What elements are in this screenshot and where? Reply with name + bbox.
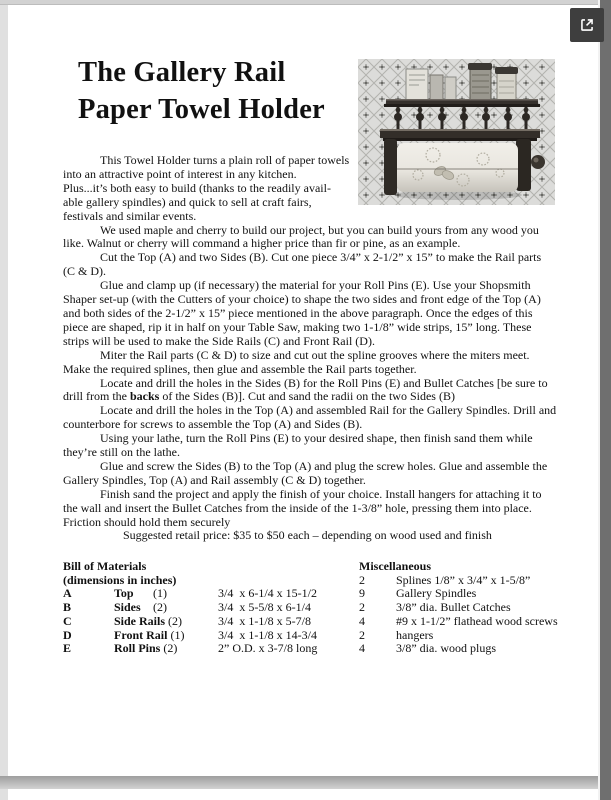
next-page-top <box>8 789 598 800</box>
body-line: Gallery Spindles, Top (A) and Rail assembly (C & D) together. <box>63 472 366 487</box>
open-in-new-icon <box>578 16 596 34</box>
body-line: Shaper set-up (with the Cutters of your choice) to shape the two sides and front edge of the Top (A) <box>63 292 541 307</box>
bom-heading: Bill of Materials <box>63 559 147 573</box>
body-line: into an attractive point of interest in any kitchen. <box>63 166 297 181</box>
bom-row: B Sides (2) 3/4 x 5-5/8 x 6-1/4 <box>63 600 311 615</box>
open-external-button[interactable] <box>570 8 604 42</box>
body-line: Glue and screw the Sides (B) to the Top (A) and plug the screw holes. Glue and assemble the <box>100 458 548 473</box>
misc-row: 9 Gallery Spindles <box>359 586 477 601</box>
body-line: drill from the backs of the Sides (B)]. Cut and sand the radii on the two Sides (B) <box>63 389 455 404</box>
misc-row: 4 #9 x 1-1/2” flathead wood screws <box>359 613 558 628</box>
body-line: Make the required splines, then glue and assemble the Rail parts together. <box>63 361 417 376</box>
body-line: Suggested retail price: $35 to $50 each – depending on wood used and finish <box>123 528 492 543</box>
body-line: Locate and drill the holes in the Sides (B) for the Roll Pins (E) and Bullet Catches [be sure to <box>100 375 548 390</box>
body-line: Locate and drill the holes in the Top (A) and assembled Rail for the Gallery Spindles. Drill and <box>100 403 557 418</box>
misc-rows <box>359 574 558 656</box>
viewer-left-margin <box>0 0 8 800</box>
viewer-top-bar <box>0 0 611 5</box>
misc-heading: Miscellaneous <box>359 559 431 573</box>
body-line: Plus...it’s both easy to build (thanks to the readily avail- <box>63 180 331 195</box>
miscellaneous-list <box>359 560 558 656</box>
bom-row: E Roll Pins (2) 2” O.D. x 3-7/8 long <box>63 641 318 656</box>
misc-row: 4 3/8” dia. wood plugs <box>359 641 496 656</box>
body-line: counterbore for screws to assemble the Top (A) and Sides (B). <box>63 417 363 432</box>
body-line: festivals and similar events. <box>63 208 197 223</box>
misc-row: 2 3/8” dia. Bullet Catches <box>359 600 511 615</box>
title-line: The Gallery Rail <box>78 57 286 88</box>
misc-row: 2 hangers <box>359 627 434 642</box>
bom-row: D Front Rail (1) 3/4 x 1-1/8 x 14-3/4 <box>63 627 317 642</box>
body-line: This Towel Holder turns a plain roll of paper towels <box>100 153 350 167</box>
body-line: and both sides of the 2-1/2” x 15” piece mentioned in the above paragraph. Once the edges of this <box>63 305 533 320</box>
body-line: they’re still on the lathe. <box>63 445 180 460</box>
body-line: the wall and insert the Bullet Catches from the inside of the 1-3/8” hole, pressing them into place. <box>63 500 532 515</box>
body-line: like. Walnut or cherry will command a higher price than fir or pine, as an example. <box>63 236 461 251</box>
bom-row: A Top (1) 3/4 x 6-1/4 x 15-1/2 <box>63 586 317 601</box>
body-line: Glue and clamp up (if necessary) the material for your Roll Pins (E). Use your Shopsmith <box>100 278 531 293</box>
bill-of-materials <box>63 560 317 656</box>
body-line: able gallery spindles) and quick to sell at craft fairs, <box>63 194 312 209</box>
body-line: (C & D). <box>63 264 106 279</box>
body-line: strips will be used to make the Side Rails (C) and Front Rail (D). <box>63 333 375 348</box>
body-line: We used maple and cherry to build our project, but you can build yours from any wood you <box>100 222 539 237</box>
scrollbar[interactable] <box>598 0 611 800</box>
misc-row: 2 Splines 1/8” x 3/4” x 1-5/8” <box>359 572 531 587</box>
bom-row: C Side Rails (2) 3/4 x 1-1/8 x 5-7/8 <box>63 613 311 628</box>
body-line: Miter the Rail parts (C & D) to size and cut out the spline grooves where the miters meet. <box>100 347 530 362</box>
title-line: Paper Towel Holder <box>78 94 325 125</box>
body-line: Friction should hold them securely <box>63 514 231 529</box>
page-title <box>78 54 325 128</box>
bom-subheading: (dimensions in inches) <box>63 572 177 587</box>
body-line: piece are shaped, rip it in half on your Table Saw, making two 1-1/8” wide strips, 15” long. These <box>63 319 532 334</box>
body-text <box>63 154 563 543</box>
page-separator <box>0 776 600 789</box>
body-line: Cut the Top (A) and two Sides (B). Cut one piece 3/4” x 2-1/2” x 15” to make the Rail parts <box>100 250 542 265</box>
bom-rows <box>63 587 317 656</box>
document-page <box>8 4 598 776</box>
body-line: Finish sand the project and apply the finish of your choice. Install hangers for attaching it to <box>100 486 542 501</box>
body-line: Using your lathe, turn the Roll Pins (E) to your desired shape, then finish sand them while <box>100 431 533 446</box>
